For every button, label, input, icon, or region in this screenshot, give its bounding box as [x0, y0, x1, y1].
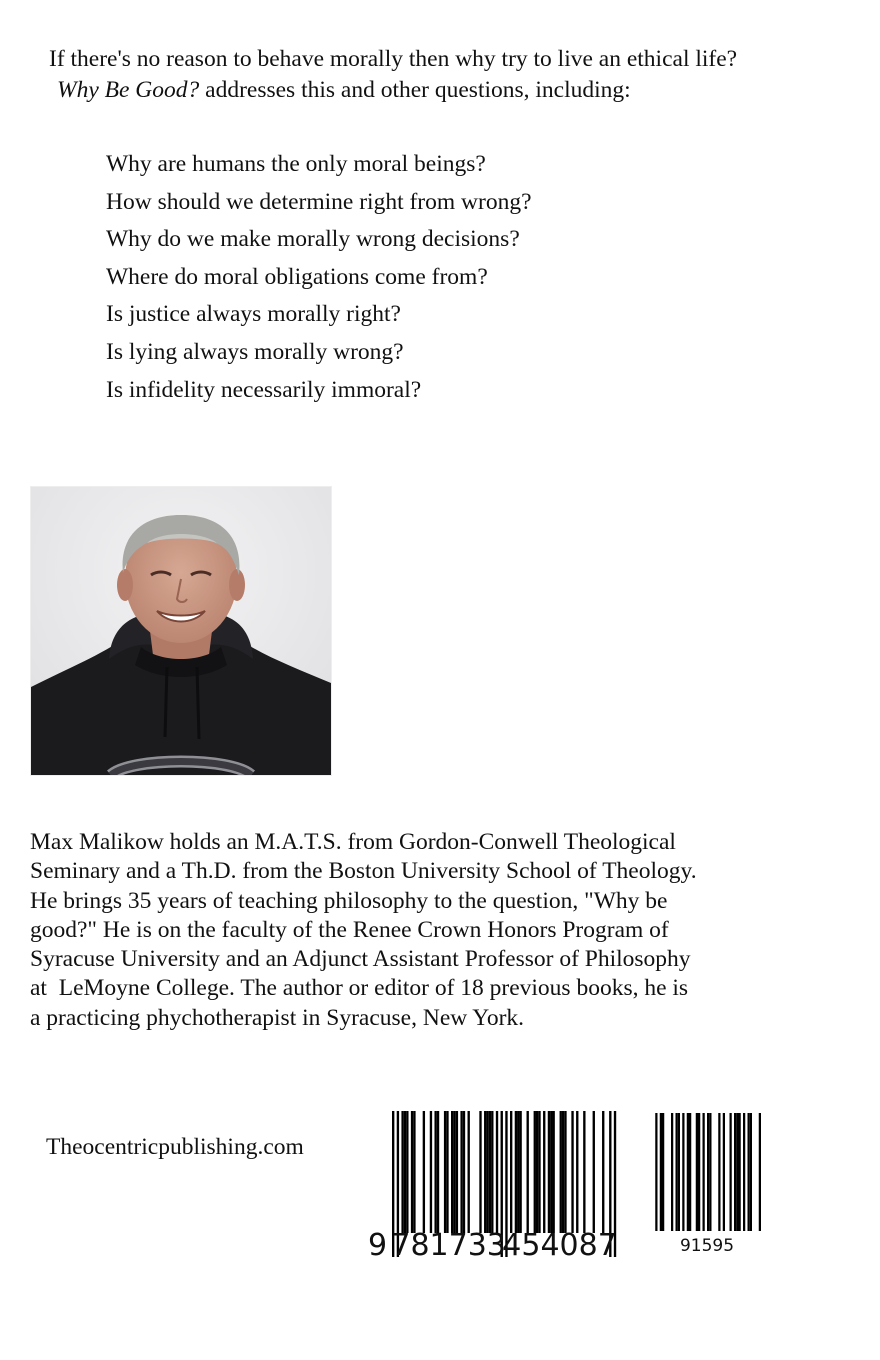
question-item: Where do moral obligations come from? [106, 263, 488, 290]
question-item: Is infidelity necessarily immoral? [106, 376, 422, 403]
intro-line-2-rest: addresses this and other questions, including: [199, 77, 631, 103]
svg-text:454087: 454087 [502, 1228, 617, 1263]
barcode-graphic [360, 1105, 780, 1265]
svg-text:91595: 91595 [679, 1236, 735, 1256]
intro-paragraph [49, 44, 849, 106]
bio-line: at LeMoyne College. The author or editor of 18 previous books, he is [30, 975, 689, 1002]
bio-line: good?" He is on the faculty of the Renee Crown Honors Program of [30, 916, 669, 943]
svg-text:9: 9 [368, 1228, 388, 1263]
bio-line: He brings 35 years of teaching philosophy to the question, "Why be [30, 887, 668, 914]
book-title: Why Be Good? [57, 77, 200, 103]
bio-line: Seminary and a Th.D. from the Boston University School of Theology. [30, 858, 697, 885]
question-item: Is justice always morally right? [106, 301, 401, 328]
intro-line-2 [49, 75, 849, 106]
bio-line: Max Malikow holds an M.A.T.S. from Gordon-Conwell Theological [30, 829, 676, 855]
author-bio [30, 828, 770, 1033]
question-item: How should we determine right from wrong? [106, 188, 532, 215]
isbn-barcode [360, 1105, 780, 1265]
svg-text:781733: 781733 [391, 1228, 506, 1263]
question-item: Is lying always morally wrong? [106, 338, 404, 365]
publisher-website: Theocentricpublishing.com [46, 1134, 304, 1160]
question-list [106, 148, 532, 411]
question-item: Why do we make morally wrong decisions? [106, 226, 520, 253]
bio-line: a practicing phychotherapist in Syracuse, New York. [30, 1004, 525, 1031]
question-item: Why are humans the only moral beings? [106, 151, 486, 177]
intro-line-1: If there's no reason to behave morally then why try to live an ethical life? [49, 46, 738, 72]
bio-line: Syracuse University and an Adjunct Assistant Professor of Philosophy [30, 946, 691, 973]
author-photo [30, 486, 332, 776]
author-portrait-illustration [31, 487, 331, 775]
